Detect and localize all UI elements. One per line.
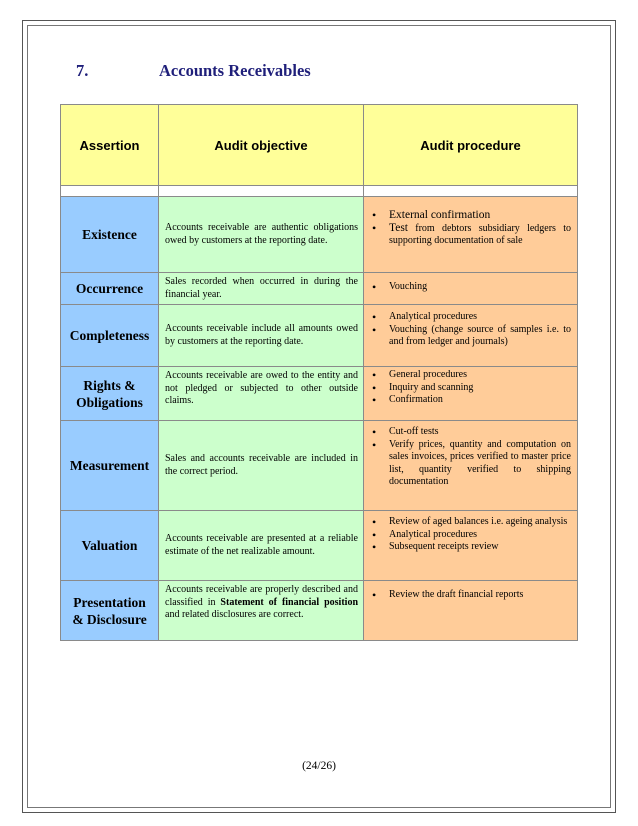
procedure-item: • General procedures <box>368 369 571 382</box>
objective-emphasis: Statement of financial position <box>220 596 359 608</box>
assertion-line: & Disclosure <box>72 611 147 627</box>
assertion-presentation-disclosure <box>61 581 159 641</box>
table-row <box>61 511 578 581</box>
objective-rights-obligations: Accounts receivable are owed to the entity and not pledged or subjected to other outside claims. <box>159 367 364 421</box>
header-assertion: Assertion <box>61 105 159 186</box>
procedures-occurrence <box>364 273 578 305</box>
header-audit-objective: Audit objective <box>159 105 364 186</box>
procedure-item: • Test from debtors subsidiary ledgers to supporting documentation of sale <box>368 222 571 248</box>
objective-valuation: Accounts receivable are presented at a reliable estimate of the net realizable amount. <box>159 511 364 581</box>
procedure-item: • Analytical procedures <box>368 311 571 324</box>
spacer-row <box>61 186 578 197</box>
assertion-rights-obligations <box>61 367 159 421</box>
header-audit-procedure: Audit procedure <box>364 105 578 186</box>
procedure-item: • Verify prices, quantity and computation on sales invoices, prices verified to master price list, quantity verified to shipping documentation <box>368 439 571 489</box>
objective-text: Accounts receivable are properly described and classified in <box>165 584 358 608</box>
procedures-existence <box>364 197 578 273</box>
procedures-presentation-disclosure <box>364 581 578 641</box>
table-row <box>61 367 578 421</box>
assertion-measurement: Measurement <box>61 421 159 511</box>
procedures-rights-obligations <box>364 367 578 421</box>
table-row <box>61 197 578 273</box>
table-row <box>61 581 578 641</box>
assertion-line: Rights & <box>83 377 136 393</box>
assertion-completeness: Completeness <box>61 305 159 367</box>
objective-presentation-disclosure <box>159 581 364 641</box>
procedures-measurement <box>364 421 578 511</box>
assertion-line: Presentation <box>73 594 146 610</box>
audit-table <box>60 104 578 641</box>
procedure-item: • Analytical procedures <box>368 529 571 542</box>
procedure-item: • Subsequent receipts review <box>368 541 571 554</box>
objective-existence: Accounts receivable are authentic obligations owed by customers at the reporting date. <box>159 197 364 273</box>
procedures-valuation <box>364 511 578 581</box>
procedure-item: • Inquiry and scanning <box>368 382 571 395</box>
objective-text: and related disclosures are correct. <box>165 609 304 620</box>
assertion-occurrence: Occurrence <box>61 273 159 305</box>
section-number: 7. <box>76 61 89 80</box>
assertion-existence: Existence <box>61 197 159 273</box>
procedure-item: • Vouching <box>368 281 571 294</box>
section-heading <box>76 61 311 81</box>
objective-occurrence: Sales recorded when occurred in during the financial year. <box>159 273 364 305</box>
table-row <box>61 273 578 305</box>
objective-completeness: Accounts receivable include all amounts owed by customers at the reporting date. <box>159 305 364 367</box>
procedure-item: • Cut-off tests <box>368 426 571 439</box>
procedure-item-lead: Test <box>389 221 408 234</box>
table-row <box>61 421 578 511</box>
procedure-item: • Vouching (change source of samples i.e. to and from ledger and journals) <box>368 324 571 349</box>
page-number: (24/26) <box>302 760 336 772</box>
procedure-item: • External confirmation <box>368 209 571 222</box>
procedures-completeness <box>364 305 578 367</box>
assertion-valuation: Valuation <box>61 511 159 581</box>
table-row <box>61 305 578 367</box>
procedure-item: • Review the draft financial reports <box>368 589 571 602</box>
assertion-line: Obligations <box>76 394 143 410</box>
section-title: Accounts Receivables <box>159 61 311 80</box>
procedure-item: • Review of aged balances i.e. ageing analysis <box>368 516 571 529</box>
procedure-item: • Confirmation <box>368 394 571 407</box>
objective-measurement: Sales and accounts receivable are included in the correct period. <box>159 421 364 511</box>
